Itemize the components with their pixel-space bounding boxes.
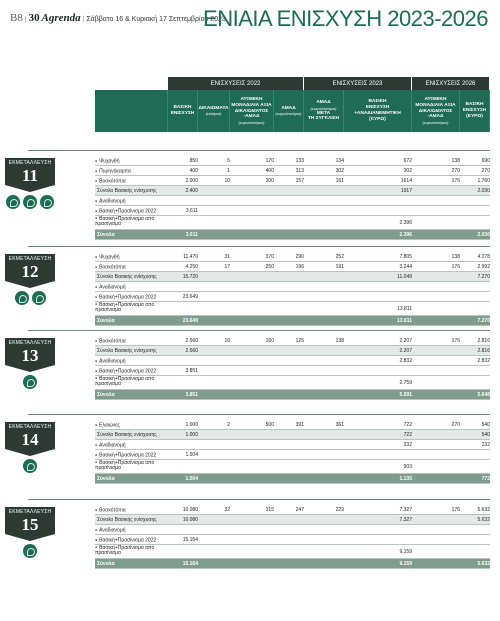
section-separator: [28, 246, 490, 247]
row-label: Σύνολα: [97, 392, 115, 398]
table-cell: 125: [295, 338, 304, 344]
col-label: ΑΤΟΜΙΚΗ: [240, 96, 263, 102]
table-cell: 161: [335, 178, 344, 184]
table-row: [95, 420, 490, 430]
table-row: [95, 474, 490, 484]
group-2023: [304, 77, 412, 90]
farm-badge-number: 13: [5, 347, 55, 365]
table-cell: 15.164: [182, 561, 198, 567]
crop-icons: [5, 459, 55, 473]
farm-badge-label: ΕΚΜΕΤΑΛΛΕΥΣΗ: [5, 158, 55, 167]
table-cell: 315: [265, 507, 274, 513]
table-row: [95, 262, 490, 272]
table-cell: 772: [481, 476, 490, 482]
table-cell: 13.811: [397, 306, 412, 312]
table-row: [95, 230, 490, 240]
table-cell: 3.611: [185, 232, 198, 238]
table-cell: 176: [451, 507, 460, 513]
table-row: [95, 282, 490, 292]
table-cell: 3.851: [185, 392, 198, 398]
col-label: ΑΜΑΔ: [281, 105, 296, 111]
badge-pointer: [5, 281, 55, 288]
row-label: Σύνολο Βασικής ενίσχυσης: [97, 274, 157, 280]
col-label: (ΕΥΡΩ): [466, 113, 483, 119]
group-2026: [412, 77, 490, 90]
table-row: [95, 316, 490, 326]
col-label: ΒΑΣΙΚΗ: [173, 105, 192, 111]
olive-icon: [23, 195, 37, 209]
row-label: ● Βοσκότόπια: [95, 262, 126, 272]
row-label: ● Αναδιανομή: [95, 440, 126, 450]
table-cell: 1917: [400, 188, 412, 194]
table-row: [95, 450, 490, 460]
table-cell: 270: [481, 168, 490, 174]
table-cell: 7.327: [399, 517, 412, 523]
table-row: [95, 206, 490, 216]
table-cell: 2.400: [185, 188, 198, 194]
col-label: -ΑΜΑΔ: [243, 114, 260, 120]
table-cell: 2.816: [477, 338, 490, 344]
table-cell: 400: [265, 168, 274, 174]
row-label: ● Βοσκότόπια: [95, 336, 126, 346]
table-row: [95, 515, 490, 525]
table-cell: 23.649: [182, 318, 198, 324]
table-row: [95, 559, 490, 569]
table-row: [95, 366, 490, 376]
table-cell: 7.270: [477, 318, 490, 324]
farm-badge: [5, 158, 55, 209]
col-label: ΤΗ ΣΥΓΚΛΙΣΗ: [307, 116, 340, 122]
col-label: (ΕΥΡΩ): [369, 116, 386, 122]
table-cell: 3.244: [399, 264, 412, 270]
header-label-col: [95, 90, 168, 132]
col-label: ΑΜΑΔ: [316, 99, 331, 105]
table-cell: 361: [335, 422, 344, 428]
crop-icons: [5, 544, 55, 558]
table-cell: 1.135: [399, 476, 412, 482]
farm-badge-number: 12: [5, 263, 55, 281]
badge-pointer: [5, 534, 55, 541]
row-label: ● Βασική+Πρασίνισμα από πρασίνισμα: [95, 302, 170, 316]
row-label: Σύνολο Βασικής ενίσχυσης: [97, 432, 157, 438]
table-row: [95, 545, 490, 559]
table-cell: 722: [403, 422, 412, 428]
table-row: [95, 346, 490, 356]
table-cell: 2.396: [399, 220, 412, 226]
table-cell: 1614: [400, 178, 412, 184]
col-label: +ΑΝΑΔΙΑΝΕΜΗΤΙΚΗ: [354, 111, 401, 116]
row-label: Σύνολα: [97, 561, 115, 567]
table-cell: 4.278: [477, 254, 490, 260]
table-cell: 196: [295, 264, 304, 270]
table-cell: 176: [451, 338, 460, 344]
farm-badge: [5, 338, 55, 389]
page-meta: B8 | 30 Agrenda | Σάββατο 16 & Κυριακή 17 Σεπτεμβρίου 2023: [10, 12, 226, 24]
table-cell: 3.611: [185, 208, 198, 214]
row-label: ● Βασική+Πρασίνισμα από πρασίνισμα: [95, 376, 170, 390]
table-cell: 302: [335, 168, 344, 174]
col-amad-convergence: [304, 90, 344, 132]
group-2026-label: ΕΝΙΣΧΥΣΕΙΣ 2026: [425, 80, 476, 87]
row-label: ● Βοσκότόπια: [95, 505, 126, 515]
table-cell: 391: [295, 422, 304, 428]
table-row: [95, 535, 490, 545]
table-cell: 2.396: [399, 232, 412, 238]
farm-badge: [5, 254, 55, 305]
table-row: [95, 196, 490, 206]
row-label: ● Ψυχανθή: [95, 252, 119, 262]
table-cell: 23.649: [182, 294, 198, 300]
table-cell: 5.632: [477, 517, 490, 523]
table-cell: 1: [227, 168, 230, 174]
farm-badge-label: ΕΚΜΕΤΑΛΛΕΥΣΗ: [5, 254, 55, 263]
table-cell: 191: [335, 264, 344, 270]
table-cell: 2.832: [477, 358, 490, 364]
row-label: ● Βασική+Πρασίνισμα από πρασίνισμα: [95, 216, 170, 230]
row-label: ● Πυρηνόκαρπα: [95, 166, 131, 176]
table-cell: 176: [451, 178, 460, 184]
col-label: ΔΙΚΑΙΩΜΑΤΟΣ: [418, 108, 453, 114]
badge-pointer: [5, 449, 55, 456]
table-cell: 2: [227, 422, 230, 428]
table-cell: 3.851: [185, 368, 198, 374]
col-label: ΕΝΙΣΧΥΣΗ: [170, 111, 195, 116]
table-cell: 2.030: [477, 232, 490, 238]
table-cell: 290: [295, 254, 304, 260]
col-unit: (ευρώ/εκτάριο): [310, 105, 337, 111]
row-label: ● Βοσκότόπια: [95, 176, 126, 186]
table-cell: 1.504: [185, 452, 198, 458]
table-cell: 2.207: [399, 338, 412, 344]
page-number: 30: [28, 12, 40, 24]
table-cell: 850: [189, 158, 198, 164]
row-label: ● Βασική+Πρασίνισμα 2022: [95, 366, 156, 376]
table-cell: 2.030: [477, 188, 490, 194]
section-separator: [28, 330, 490, 331]
table-row: [95, 505, 490, 515]
table-row: [95, 460, 490, 474]
farm-badge-label: ΕΚΜΕΤΑΛΛΕΥΣΗ: [5, 422, 55, 431]
row-label: ● Βασική+Πρασίνισμα 2022: [95, 292, 156, 302]
issue-date: Σάββατο 16 & Κυριακή 17 Σεπτεμβρίου 2023: [86, 16, 226, 23]
farm-badge-number: 15: [5, 516, 55, 534]
row-label: ● Βασική+Πρασίνισμα 2022: [95, 450, 156, 460]
row-label: Σύνολα: [97, 232, 115, 238]
table-cell: 722: [403, 432, 412, 438]
table-row: [95, 292, 490, 302]
section-separator: [28, 414, 490, 415]
table-cell: 17: [224, 264, 230, 270]
page-left: B8: [10, 12, 23, 24]
table-row: [95, 390, 490, 400]
badge-pointer: [5, 185, 55, 192]
wheat-icon: [6, 195, 20, 209]
col-label: ΒΑΣΙΚΗ: [368, 99, 387, 105]
crop-icons: [5, 195, 55, 209]
table-cell: 133: [295, 158, 304, 164]
table-cell: 9.159: [399, 561, 412, 567]
col-unit-value-2022: [230, 90, 274, 132]
row-label: ● Βασική+Πρασίνισμα από πρασίνισμα: [95, 545, 170, 559]
table-cell: 250: [265, 264, 274, 270]
table-row: [95, 186, 490, 196]
col-label: ΔΙΚΑΙΩΜΑΤΑ: [198, 105, 229, 111]
table-row: [95, 376, 490, 390]
header-spacer: [95, 77, 168, 90]
table-cell: 1.000: [185, 432, 198, 438]
col-label: ΜΟΝΑΔΙΑΙΑ ΑΞΙΑ: [415, 102, 456, 108]
row-label: ● Αναδιανομή: [95, 196, 126, 206]
col-label: ΕΝΙΣΧΥΣΗ: [462, 108, 487, 113]
table-cell: 247: [295, 507, 304, 513]
row-label: ● Αναδιανομή: [95, 525, 126, 535]
table-cell: 176: [451, 264, 460, 270]
crop-icons: [5, 375, 55, 389]
table-cell: 16: [224, 338, 230, 344]
row-label: ● Βασική+Πρασίνισμα 2022: [95, 535, 156, 545]
table-cell: 157: [295, 178, 304, 184]
table-row: [95, 166, 490, 176]
table-cell: 200: [265, 178, 274, 184]
table-cell: 5.648: [477, 392, 490, 398]
table-cell: 2.560: [185, 348, 198, 354]
table-cell: 7.270: [477, 274, 490, 280]
col-unit: (εκτάρια): [205, 111, 222, 117]
table-cell: 2.207: [399, 348, 412, 354]
table-cell: 690: [481, 158, 490, 164]
table-row: [95, 440, 490, 450]
table-cell: 540: [481, 432, 490, 438]
table-row: [95, 336, 490, 346]
table-cell: 7.327: [399, 507, 412, 513]
table-cell: 10.080: [182, 507, 198, 513]
table-cell: 252: [335, 254, 344, 260]
farm-badge-label: ΕΚΜΕΤΑΛΛΕΥΣΗ: [5, 338, 55, 347]
table-row: [95, 252, 490, 262]
col-unit: (ευρώ/εκτάριο): [422, 120, 449, 126]
row-label: ● Βασική+Πρασίνισμα από πρασίνισμα: [95, 460, 170, 474]
table-cell: 1.504: [185, 476, 198, 482]
table-cell: 10.080: [182, 517, 198, 523]
farm-badge-number: 14: [5, 431, 55, 449]
table-cell: 270: [451, 422, 460, 428]
row-label: ● Βασική+Πρασίνισμα 2022: [95, 206, 156, 216]
row-label: ● Αναδιανομή: [95, 282, 126, 292]
farm-badge: [5, 507, 55, 558]
table-cell: 400: [189, 168, 198, 174]
cow-icon: [23, 459, 37, 473]
farm-badge-number: 11: [5, 167, 55, 185]
group-2022-label: ΕΝΙΣΧΥΣΕΙΣ 2022: [210, 80, 261, 87]
table-cell: 270: [451, 168, 460, 174]
table-cell: 229: [335, 507, 344, 513]
farm-badge-label: ΕΚΜΕΤΑΛΛΕΥΣΗ: [5, 507, 55, 516]
table-cell: 138: [335, 338, 344, 344]
col-label: ΑΤΟΜΙΚΗ: [424, 96, 447, 102]
table-cell: 2.832: [399, 358, 412, 364]
table-cell: 2.992: [477, 264, 490, 270]
magazine-name: Agrenda: [41, 12, 81, 24]
table-cell: 15.164: [182, 537, 198, 543]
table-row: [95, 216, 490, 230]
col-unit: (ευρώ/εκτάριο): [238, 120, 265, 126]
table-row: [95, 156, 490, 166]
table-row: [95, 176, 490, 186]
group-2022: [168, 77, 304, 90]
table-cell: 313: [295, 168, 304, 174]
table-cell: 32: [224, 507, 230, 513]
col-label: ΜΕΤΑ: [316, 110, 331, 116]
table-row: [95, 430, 490, 440]
table-cell: 9.159: [399, 549, 412, 555]
row-label: ● Αναδιανομή: [95, 356, 126, 366]
cow-icon: [23, 544, 37, 558]
table-cell: 10: [224, 178, 230, 184]
table-cell: 170: [265, 158, 274, 164]
row-label: Σύνολο Βασικής ενίσχυσης: [97, 517, 157, 523]
table-cell: 7.805: [399, 254, 412, 260]
table-cell: 1.760: [477, 178, 490, 184]
table-cell: 11.049: [397, 274, 412, 280]
group-2023-label: ΕΝΙΣΧΥΣΕΙΣ 2023: [332, 80, 383, 87]
table-cell: 138: [451, 158, 460, 164]
table-row: [95, 356, 490, 366]
table-row: [95, 525, 490, 535]
col-label: ΕΝΙΣΧΥΣΗ: [365, 105, 390, 111]
col-basic-2026: [460, 90, 490, 132]
table-cell: 370: [265, 254, 274, 260]
col-unit: (ευρώ/εκτάριο): [275, 111, 302, 117]
row-label: Σύνολο Βασικής ενίσχυσης: [97, 348, 157, 354]
cow-icon: [32, 291, 46, 305]
table-cell: 15.720: [182, 274, 198, 280]
table-cell: 2.560: [185, 338, 198, 344]
table-cell: 138: [451, 254, 460, 260]
row-label: Σύνολα: [97, 476, 115, 482]
table-cell: 2.000: [185, 178, 198, 184]
farm-badge: [5, 422, 55, 473]
table-cell: 500: [265, 422, 274, 428]
table-cell: 31: [224, 254, 230, 260]
col-label: -ΑΜΑΔ: [427, 114, 444, 120]
table-cell: 2.759: [399, 380, 412, 386]
col-label: ΔΙΚΑΙΩΜΑΤΟΣ: [234, 108, 269, 114]
col-unit-value-2026: [412, 90, 460, 132]
table-row: [95, 272, 490, 282]
table-cell: 160: [265, 338, 274, 344]
row-label: ● Ψυχανθή: [95, 156, 119, 166]
table-cell: 5.632: [477, 507, 490, 513]
crop-icons: [5, 291, 55, 305]
table-cell: 903: [403, 464, 412, 470]
table-cell: 11.470: [183, 254, 198, 260]
page-header: [0, 0, 500, 48]
table-cell: 672: [403, 158, 412, 164]
col-label: ΒΑΣΙΚΗ: [465, 102, 484, 108]
section-separator: [28, 499, 490, 500]
badge-pointer: [5, 365, 55, 372]
table-cell: 302: [403, 168, 412, 174]
table-cell: 5.591: [399, 392, 412, 398]
table-cell: 5.632: [477, 561, 490, 567]
col-amad: [274, 90, 304, 132]
table-cell: 134: [335, 158, 344, 164]
section-separator: [28, 150, 490, 151]
col-basic-redistributive: [344, 90, 412, 132]
cow-icon: [23, 375, 37, 389]
row-label: ● Ελαιώνες: [95, 420, 120, 430]
table-cell: 232: [481, 442, 490, 448]
table-cell: 13.811: [396, 318, 412, 324]
table-cell: 1.000: [185, 422, 198, 428]
table-cell: 232: [403, 442, 412, 448]
table-cell: 5: [227, 158, 230, 164]
table-cell: 540: [481, 422, 490, 428]
page-title: ΕΝΙΑΙΑ ΕΝΙΣΧΥΣΗ 2023-2026: [203, 6, 488, 31]
leaf-icon: [15, 291, 29, 305]
col-label: ΜΟΝΑΔΙΑΙΑ ΑΞΙΑ: [231, 102, 272, 108]
table-row: [95, 302, 490, 316]
cow-icon: [40, 195, 54, 209]
row-label: Σύνολο Βασικής ενίσχυσης: [97, 188, 157, 194]
col-basic-2022: [168, 90, 198, 132]
col-rights: [198, 90, 230, 132]
row-label: Σύνολα: [97, 318, 115, 324]
table-cell: 4.250: [185, 264, 198, 270]
table-cell: 2.816: [477, 348, 490, 354]
